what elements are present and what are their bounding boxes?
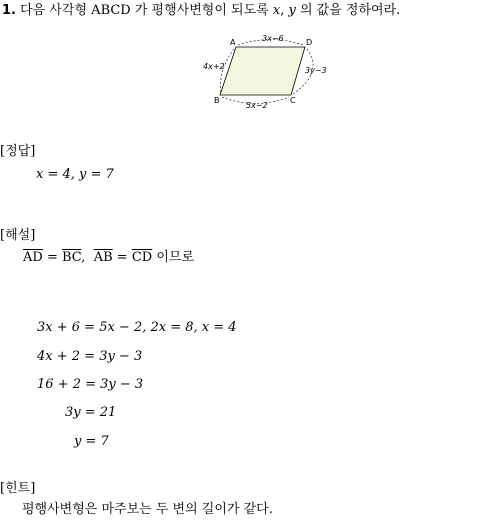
explanation-line-5: y = 7 [74,434,109,449]
eq-sign-2: = [116,250,128,265]
vertex-d-label: D [306,38,313,47]
hint-text: 평행사변형은 마주보는 두 변의 길이가 같다. [22,502,273,517]
parallelogram-shape [220,47,305,95]
side-ad-label: 3x−6 [262,34,284,43]
explanation-intro [23,249,194,267]
parallelogram-figure [196,32,336,112]
hint-heading: [힌트] [0,481,36,496]
vertex-c-label: C [290,96,296,105]
answer-heading: [정답] [0,144,36,159]
explanation-suffix: 이므로 [156,250,195,265]
sep: , [81,250,86,265]
explanation-heading: [해설] [0,228,36,243]
side-dc-label: 3y−3 [305,66,327,75]
explanation-line-1: 3x + 6 = 5x − 2, 2x = 8, x = 4 [37,320,237,335]
question-var-x: x [272,3,281,18]
segment-ad: $\overline{AD}$ [23,250,43,265]
explanation-line-3: 16 + 2 = 3y − 3 [37,377,144,392]
question-text-before: 다음 사각형 ABCD 가 평행사변형이 되도록 [20,3,269,18]
explanation-line-2: 4x + 2 = 3y − 3 [37,349,143,364]
segment-ab: $\overline{AB}$ [93,250,113,265]
question-var-y: y [288,3,296,18]
side-ab-label: 4x+2 [203,62,225,71]
eq-sign-1: = [46,250,58,265]
segment-cd: $\overline{CD}$ [131,250,153,265]
vertex-b-label: B [214,96,220,105]
question-line [2,2,400,20]
answer-text: x = 4, y = 7 [36,167,114,182]
question-number: 1. [2,3,16,18]
vertex-a-label: A [230,38,236,47]
question-comma: , [280,3,285,18]
explanation-line-4: 3y = 21 [65,405,117,420]
question-text-after: 의 값을 정하여라. [299,3,401,18]
side-bc-label: 5x−2 [246,101,268,110]
segment-bc: $\overline{BC}$ [62,250,82,265]
